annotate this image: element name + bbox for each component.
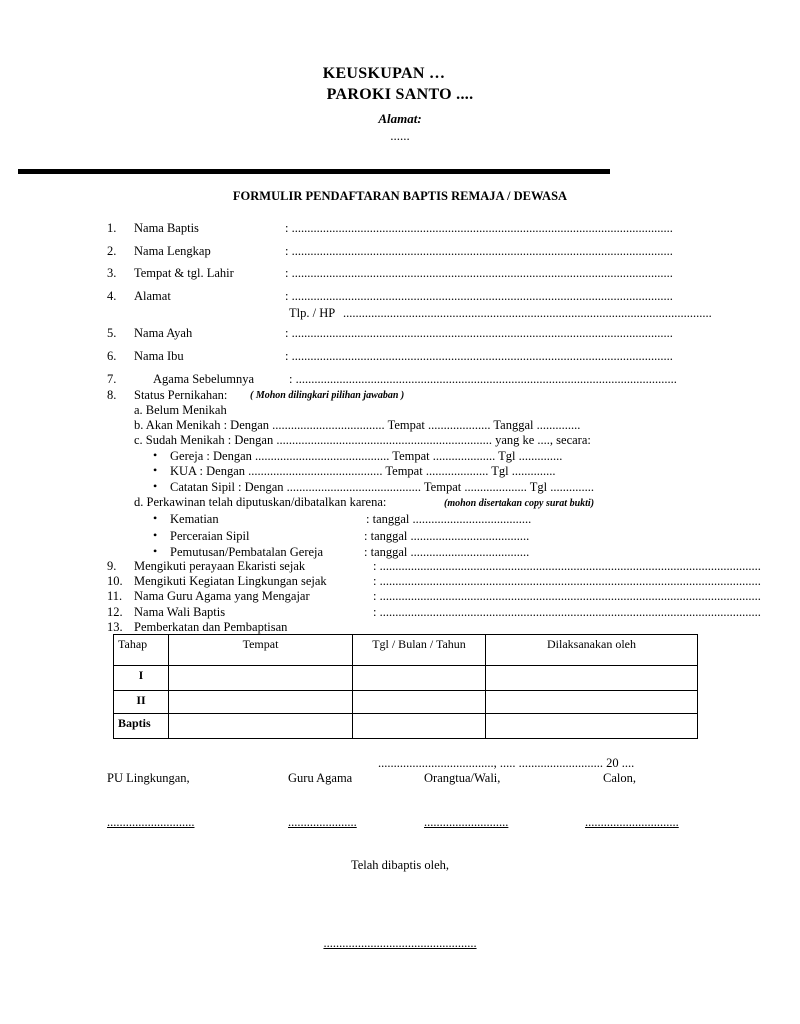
field-number: 3. [107, 266, 117, 280]
table-header-tempat: Tempat [169, 635, 353, 666]
status-note: ( Mohon dilingkari pilihan jawaban ) [250, 390, 405, 401]
reason-pemutusan-date[interactable]: : tanggal ...................................... [364, 545, 530, 559]
table-header-row [114, 635, 698, 666]
reason-kematian: Kematian [170, 512, 219, 526]
address-label: Alamat: [378, 111, 422, 126]
field-label-guru-agama: Nama Guru Agama yang Mengajar [134, 589, 310, 603]
field-label-nama-lengkap: Nama Lengkap [134, 244, 211, 258]
table-cell[interactable] [169, 691, 353, 714]
bullet-icon: • [153, 448, 158, 462]
baptism-stages-table [113, 634, 698, 739]
status-d-note: (mohon disertakan copy surat bukti) [444, 498, 595, 509]
bullet-icon: • [153, 479, 158, 493]
field-number: 5. [107, 326, 117, 340]
reason-perceraian: Perceraian Sipil [170, 529, 250, 543]
table-row-label: II [114, 691, 169, 714]
table-row [114, 714, 698, 739]
field-input-tlp[interactable]: ...................................................................................................................... [343, 306, 712, 320]
header-divider [18, 169, 610, 174]
field-label-alamat: Alamat [134, 289, 171, 303]
field-input-nama-baptis[interactable]: : .......................................................................................................................... [285, 221, 673, 235]
field-input-tempat-tgl-lahir[interactable]: : .......................................................................................................................... [285, 266, 673, 280]
status-option-b[interactable]: b. Akan Menikah : Dengan .................................... Tempat .................... Tanggal .............. [134, 418, 581, 432]
field-number: 2. [107, 244, 117, 258]
date-line[interactable]: ....................................., ..... ........................... 20 .... [378, 756, 635, 770]
table-cell[interactable] [353, 666, 486, 691]
field-number: 7. [107, 372, 117, 386]
diocese-title: KEUSKUPAN … [322, 65, 446, 82]
table-cell[interactable] [486, 666, 698, 691]
signature-line-pu[interactable]: ............................ [107, 815, 195, 829]
table-cell[interactable] [486, 691, 698, 714]
signature-line-calon[interactable]: .............................. [585, 815, 679, 829]
field-input-agama[interactable]: : .......................................................................................................................... [289, 372, 677, 386]
reason-pemutusan: Pemutusan/Pembatalan Gereja [170, 545, 324, 559]
status-option-a[interactable]: a. Belum Menikah [134, 403, 227, 417]
field-number: 6. [107, 349, 117, 363]
status-gereja[interactable]: Gereja : Dengan ........................................... Tempat .................... Tgl .............. [170, 449, 563, 463]
table-cell[interactable] [169, 714, 353, 739]
bullet-icon: • [153, 511, 158, 525]
field-label-nama-ayah: Nama Ayah [134, 326, 193, 340]
field-input-guru-agama[interactable]: : .......................................................................................................................... [373, 589, 761, 603]
table-row [114, 691, 698, 714]
signer-guru-agama: Guru Agama [288, 771, 353, 785]
field-number: 10. [107, 574, 123, 588]
field-number: 13. [107, 620, 123, 634]
field-label-tempat-tgl-lahir: Tempat & tgl. Lahir [134, 266, 234, 280]
table-cell[interactable] [486, 714, 698, 739]
field-input-alamat[interactable]: : .......................................................................................................................... [285, 289, 673, 303]
form-title: FORMULIR PENDAFTARAN BAPTIS REMAJA / DEWASA [232, 189, 568, 203]
field-input-nama-ibu[interactable]: : .......................................................................................................................... [285, 349, 673, 363]
field-number: 4. [107, 289, 117, 303]
field-number: 8. [107, 388, 117, 402]
signature-line-ortu[interactable]: ........................... [424, 815, 509, 829]
reason-kematian-date[interactable]: : tanggal ...................................... [366, 512, 532, 526]
table-header-tahap: Tahap [114, 635, 169, 666]
baptized-by-label: Telah dibaptis oleh, [350, 858, 450, 872]
table-cell[interactable] [353, 691, 486, 714]
field-number: 9. [107, 559, 117, 573]
field-label-agama: Agama Sebelumnya [153, 372, 255, 386]
field-label-status: Status Pernikahan: [134, 388, 228, 402]
signature-line-guru[interactable]: ...................... [288, 815, 357, 829]
field-number: 1. [107, 221, 117, 235]
address-value: ...... [390, 128, 410, 143]
signer-calon: Calon, [603, 771, 636, 785]
field-number: 12. [107, 605, 123, 619]
field-label-nama-baptis: Nama Baptis [134, 221, 199, 235]
field-label-nama-ibu: Nama Ibu [134, 349, 184, 363]
status-option-c[interactable]: c. Sudah Menikah : Dengan ..................................................................... yang ke ...., secara: [134, 433, 591, 447]
field-input-ekaristi[interactable]: : .......................................................................................................................... [373, 559, 761, 573]
signer-orangtua-wali: Orangtua/Wali, [424, 771, 501, 785]
field-input-nama-lengkap[interactable]: : .......................................................................................................................... [285, 244, 673, 258]
field-input-nama-ayah[interactable]: : .......................................................................................................................... [285, 326, 673, 340]
field-label-ekaristi: Mengikuti perayaan Ekaristi sejak [134, 559, 306, 573]
bullet-icon: • [153, 544, 158, 558]
field-input-kegiatan[interactable]: : .......................................................................................................................... [373, 574, 761, 588]
table-header-tgl: Tgl / Bulan / Tahun [353, 635, 486, 666]
table-row [114, 666, 698, 691]
table-cell[interactable] [353, 714, 486, 739]
parish-title: PAROKI SANTO .... [326, 86, 474, 103]
baptized-by-signature-line[interactable]: ................................................. [323, 936, 477, 950]
field-label-pemberkatan: Pemberkatan dan Pembaptisan [134, 620, 288, 634]
field-input-wali-baptis[interactable]: : .......................................................................................................................... [373, 605, 761, 619]
field-number: 11. [107, 589, 123, 603]
bullet-icon: • [153, 528, 158, 542]
field-label-kegiatan: Mengikuti Kegiatan Lingkungan sejak [134, 574, 327, 588]
table-cell[interactable] [169, 666, 353, 691]
reason-perceraian-date[interactable]: : tanggal ...................................... [364, 529, 530, 543]
status-option-d[interactable]: d. Perkawinan telah diputuskan/dibatalkan karena: [134, 495, 387, 509]
field-label-tlp: Tlp. / HP [289, 306, 336, 320]
table-header-dilaksanakan: Dilaksanakan oleh [486, 635, 698, 666]
table-row-label: Baptis [114, 714, 169, 739]
status-catatan-sipil[interactable]: Catatan Sipil : Dengan ........................................... Tempat .................... Tgl .............. [170, 480, 594, 494]
field-label-wali-baptis: Nama Wali Baptis [134, 605, 226, 619]
signer-pu-lingkungan: PU Lingkungan, [107, 771, 190, 785]
status-kua[interactable]: KUA : Dengan ........................................... Tempat .................... Tgl .............. [170, 464, 556, 478]
table-row-label: I [114, 666, 169, 691]
bullet-icon: • [153, 463, 158, 477]
